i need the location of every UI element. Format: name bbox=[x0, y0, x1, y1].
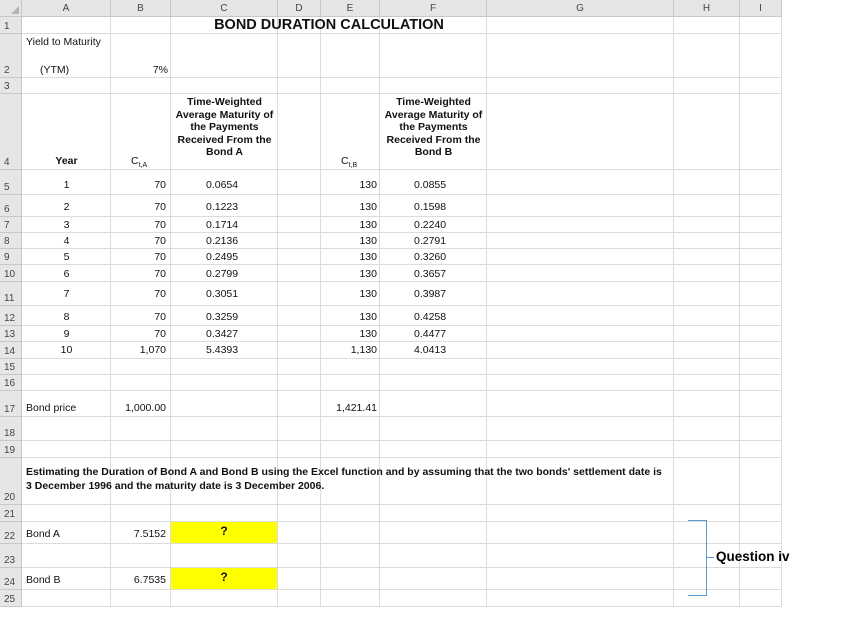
gridline-h bbox=[22, 440, 782, 441]
row-header-7[interactable]: 7 bbox=[0, 217, 22, 233]
cell-ca[interactable]: 70 bbox=[154, 219, 166, 231]
header-ca bbox=[131, 155, 147, 169]
cell-twb[interactable]: 0.2791 bbox=[414, 235, 447, 247]
gridline-v bbox=[673, 17, 674, 607]
cell-cb[interactable]: 130 bbox=[359, 179, 377, 191]
cell-ca[interactable]: 70 bbox=[154, 328, 166, 340]
note-text: Estimating the Duration of Bond A and Bond B using the Excel function and by assuming that the two bonds' settlement date is 3 December 1996 and the maturity date is 3 December 2006. bbox=[26, 466, 662, 492]
row-header-15[interactable]: 15 bbox=[0, 359, 22, 375]
ytm-label-line1: Yield to Maturity bbox=[26, 36, 101, 48]
cell-year[interactable]: 9 bbox=[63, 328, 70, 340]
cell-year[interactable]: 10 bbox=[60, 344, 73, 356]
cell-twa[interactable]: 0.1223 bbox=[206, 201, 239, 213]
cell-cb[interactable]: 130 bbox=[359, 311, 377, 323]
cell-twa[interactable]: 0.1714 bbox=[206, 219, 239, 231]
row-header-19[interactable]: 19 bbox=[0, 441, 22, 458]
row-header-11[interactable]: 11 bbox=[0, 282, 22, 306]
cell-ca[interactable]: 70 bbox=[154, 251, 166, 263]
cell-cb[interactable]: 130 bbox=[359, 235, 377, 247]
cell-ca[interactable]: 70 bbox=[154, 235, 166, 247]
bond-a-answer: ? bbox=[220, 524, 228, 538]
cell-twa[interactable]: 0.2495 bbox=[206, 251, 239, 263]
cell-year[interactable]: 8 bbox=[63, 311, 70, 323]
cell-twb[interactable]: 0.1598 bbox=[414, 201, 447, 213]
cell-year[interactable]: 1 bbox=[63, 179, 70, 191]
header-ca-sub: t,A bbox=[138, 162, 148, 170]
gridline-h bbox=[22, 169, 782, 170]
cell-cb[interactable]: 130 bbox=[359, 328, 377, 340]
row-header-16[interactable]: 16 bbox=[0, 375, 22, 391]
cell-cb[interactable]: 130 bbox=[359, 251, 377, 263]
cell-ca[interactable]: 70 bbox=[154, 268, 166, 280]
cell-twb[interactable]: 4.0413 bbox=[414, 344, 447, 356]
page-title: BOND DURATION CALCULATION bbox=[214, 17, 444, 33]
bond-price-label: Bond price bbox=[26, 402, 77, 414]
gridline-h bbox=[22, 232, 782, 233]
row-header-3[interactable]: 3 bbox=[0, 78, 22, 94]
column-header-f[interactable]: F bbox=[380, 0, 487, 17]
gridline-h bbox=[22, 281, 782, 282]
row-header-8[interactable]: 8 bbox=[0, 233, 22, 249]
header-cb-main: C bbox=[341, 155, 349, 167]
column-header-g[interactable]: G bbox=[487, 0, 674, 17]
header-twa-bond-a: Time-Weighted Average Maturity of the Payments Received From the Bond A bbox=[175, 96, 274, 158]
cell-twa[interactable]: 0.2799 bbox=[206, 268, 239, 280]
row-header-21[interactable]: 21 bbox=[0, 505, 22, 522]
gridline-h bbox=[22, 589, 782, 590]
bond-b-duration[interactable]: 6.7535 bbox=[133, 574, 166, 586]
header-cb-sub: t,B bbox=[348, 162, 358, 170]
cell-ca[interactable]: 70 bbox=[154, 179, 166, 191]
gridline-h bbox=[22, 248, 782, 249]
column-header-i[interactable]: I bbox=[740, 0, 782, 17]
gridline-h bbox=[22, 521, 782, 522]
brace-icon bbox=[688, 520, 707, 596]
column-header-e[interactable]: E bbox=[321, 0, 380, 17]
gridline-h bbox=[22, 194, 782, 195]
bond-b-label: Bond B bbox=[26, 574, 61, 586]
row-header-1[interactable]: 1 bbox=[0, 17, 22, 34]
column-header-h[interactable]: H bbox=[674, 0, 740, 17]
row-header-10[interactable]: 10 bbox=[0, 265, 22, 282]
select-all-corner[interactable] bbox=[0, 0, 22, 17]
column-header-d[interactable]: D bbox=[278, 0, 321, 17]
row-header-9[interactable]: 9 bbox=[0, 249, 22, 265]
cell-twa[interactable]: 0.3051 bbox=[206, 288, 239, 300]
question-label: Question iv bbox=[716, 549, 790, 564]
column-header-a[interactable]: A bbox=[22, 0, 111, 17]
cell-twa[interactable]: 0.2136 bbox=[206, 235, 239, 247]
bond-price-b[interactable]: 1,421.41 bbox=[336, 402, 377, 414]
bond-a-label: Bond A bbox=[26, 528, 60, 540]
row-header-23[interactable]: 23 bbox=[0, 544, 22, 568]
cell-twa[interactable]: 0.0654 bbox=[206, 179, 239, 191]
gridline-v bbox=[781, 17, 782, 607]
row-header-4[interactable]: 4 bbox=[0, 94, 22, 170]
gridline-h bbox=[22, 416, 782, 417]
ytm-value[interactable]: 7% bbox=[152, 64, 168, 76]
cell-cb[interactable]: 130 bbox=[359, 268, 377, 280]
row-header-17[interactable]: 17 bbox=[0, 391, 22, 417]
cell-twb[interactable]: 0.2240 bbox=[414, 219, 447, 231]
row-header-25[interactable]: 25 bbox=[0, 590, 22, 607]
gridline-h bbox=[22, 390, 782, 391]
gridline-h bbox=[22, 567, 782, 568]
row-header-18[interactable]: 18 bbox=[0, 417, 22, 441]
cell-year[interactable]: 3 bbox=[63, 219, 70, 231]
bond-price-a[interactable]: 1,000.00 bbox=[125, 402, 166, 414]
row-header-13[interactable]: 13 bbox=[0, 326, 22, 342]
row-header-20[interactable]: 20 bbox=[0, 458, 22, 505]
gridline-h bbox=[22, 341, 782, 342]
cell-twa[interactable]: 5.4393 bbox=[206, 344, 239, 356]
gridline-h bbox=[22, 305, 782, 306]
cell-twb[interactable]: 0.3657 bbox=[414, 268, 447, 280]
row-header-2[interactable]: 2 bbox=[0, 34, 22, 78]
header-ca-main: C bbox=[131, 155, 139, 167]
header-year: Year bbox=[55, 155, 78, 167]
bond-b-answer: ? bbox=[220, 570, 228, 584]
cell-year[interactable]: 5 bbox=[63, 251, 70, 263]
gridline-h bbox=[22, 358, 782, 359]
row-header-24[interactable]: 24 bbox=[0, 568, 22, 590]
cell-cb[interactable]: 130 bbox=[359, 201, 377, 213]
cell-twa[interactable]: 0.3259 bbox=[206, 311, 239, 323]
cell-year[interactable]: 6 bbox=[63, 268, 70, 280]
cell-twb[interactable]: 0.4258 bbox=[414, 311, 447, 323]
gridline-h bbox=[22, 374, 782, 375]
row-header-14[interactable]: 14 bbox=[0, 342, 22, 359]
row-header-22[interactable]: 22 bbox=[0, 522, 22, 544]
column-header-b[interactable]: B bbox=[111, 0, 171, 17]
cell-ca[interactable]: 70 bbox=[154, 201, 166, 213]
gridline-h bbox=[22, 543, 782, 544]
cell-twa[interactable]: 0.3427 bbox=[206, 328, 239, 340]
row-header-5[interactable]: 5 bbox=[0, 170, 22, 195]
cell-ca[interactable]: 70 bbox=[154, 311, 166, 323]
gridline-h bbox=[22, 77, 782, 78]
bond-a-duration[interactable]: 7.5152 bbox=[133, 528, 166, 540]
gridline-h bbox=[22, 93, 782, 94]
gridline-h bbox=[22, 504, 782, 505]
cell-cb[interactable]: 130 bbox=[359, 288, 377, 300]
select-all-triangle-icon bbox=[11, 6, 19, 14]
ytm-label-line2: (YTM) bbox=[40, 64, 70, 76]
cell-cb[interactable]: 1,130 bbox=[350, 344, 377, 356]
gridline-h bbox=[22, 264, 782, 265]
brace-tick bbox=[706, 557, 714, 558]
cell-twb[interactable]: 0.4477 bbox=[414, 328, 447, 340]
row-header-6[interactable]: 6 bbox=[0, 195, 22, 217]
cell-year[interactable]: 2 bbox=[63, 201, 70, 213]
cell-twb[interactable]: 0.3987 bbox=[414, 288, 447, 300]
cell-twb[interactable]: 0.0855 bbox=[414, 179, 447, 191]
header-twa-bond-b: Time-Weighted Average Maturity of the Payments Received From the Bond B bbox=[384, 96, 483, 158]
column-header-c[interactable]: C bbox=[171, 0, 278, 17]
cell-ca[interactable]: 70 bbox=[154, 288, 166, 300]
row-header-12[interactable]: 12 bbox=[0, 306, 22, 326]
header-cb bbox=[341, 155, 357, 169]
cell-year[interactable]: 4 bbox=[63, 235, 70, 247]
gridline-h bbox=[22, 216, 782, 217]
cell-cb[interactable]: 130 bbox=[359, 219, 377, 231]
gridline-h bbox=[22, 606, 782, 607]
gridline-h bbox=[22, 457, 782, 458]
cell-ca[interactable]: 1,070 bbox=[139, 344, 166, 356]
gridline-v bbox=[739, 17, 740, 607]
cell-twb[interactable]: 0.3260 bbox=[414, 251, 447, 263]
gridline-h bbox=[22, 325, 782, 326]
cell-year[interactable]: 7 bbox=[63, 288, 70, 300]
